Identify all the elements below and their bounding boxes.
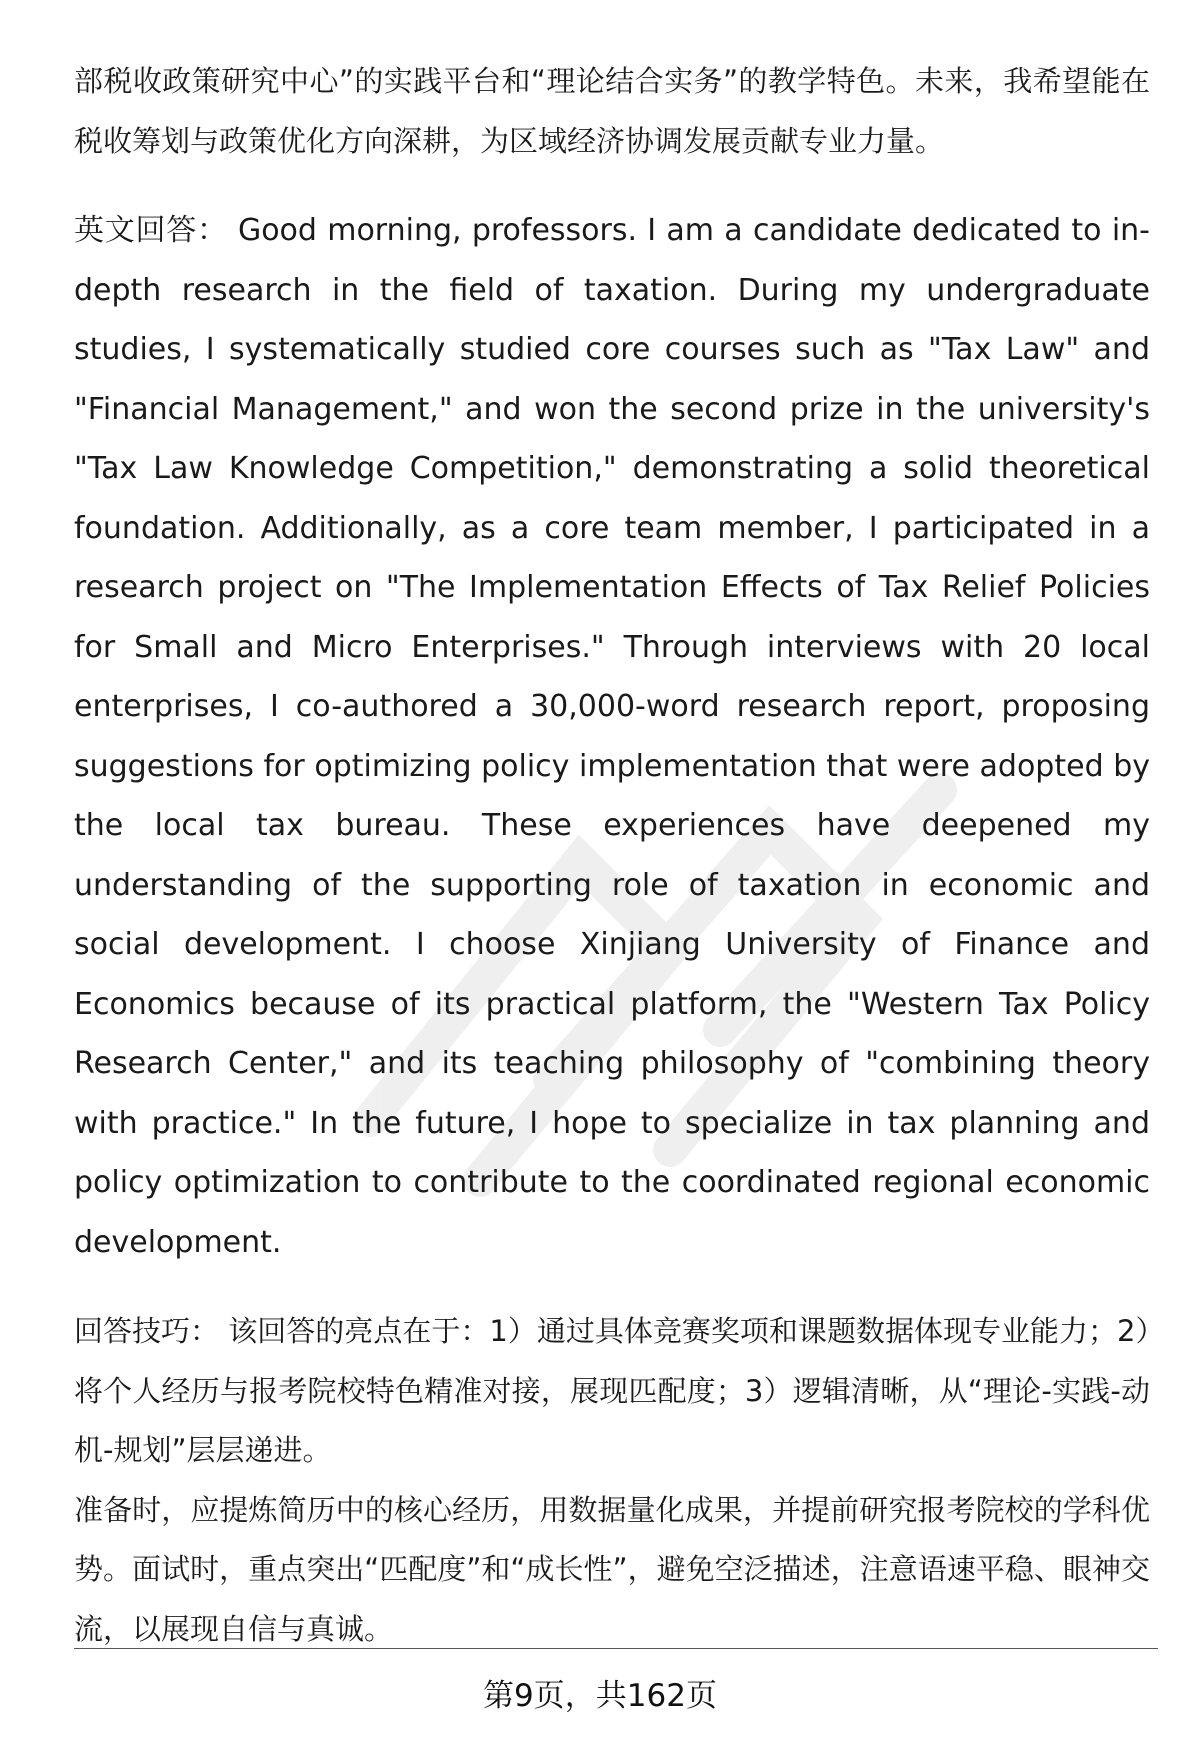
english-answer-paragraph: 英文回答： Good morning, professors. I am a candidate dedicated to in-depth research in the field of taxation. During my undergraduate studies, I systematically studied core courses such as "Tax Law" and "Financial Management," and won the second prize in the university's "Tax Law Knowledge Competition," demonstrating a solid theoretical foundation. Additionally, as a core team member, I participated in a research project on "The Implementation Effects of Tax Relief Policies for Small and Micro Enterprises." Through interviews with 20 local enterprises, I co-authored a 30,000-word research report, proposing suggestions for optimizing policy implementation that were adopted by the local tax bureau. These experiences have deepened my understanding of the supporting role of taxation in economic and social development. I choose Xinjiang University of Finance and Economics because of its practical platform, the "Western Tax Policy Research Center," and its teaching philosophy of "combining theory with practice." In the future, I hope to specialize in tax planning and policy optimization to contribute to the coordinated regional economic development.	[74, 213, 1150, 1260]
footer-divider	[74, 1648, 1158, 1649]
answer-tips-paragraph: 回答技巧： 该回答的亮点在于：1）通过具体竞赛奖项和课题数据体现专业能力；2）将个人经历与报考院校特色精准对接，展现匹配度；3）逻辑清晰，从“理论-实践-动机-规划”层层递进。	[74, 1314, 1150, 1467]
preparation-advice-paragraph: 准备时，应提炼简历中的核心经历，用数据量化成果，并提前研究报考院校的学科优势。面试时，重点突出“匹配度”和“成长性”，避免空泛描述，注意语速平稳、眼神交流，以展现自信与真诚。	[74, 1492, 1150, 1646]
intro-paragraph: 部税收政策研究中心”的实践平台和“理论结合实务”的教学特色。未来，我希望能在税收筹划与政策优化方向深耕，为区域经济协调发展贡献专业力量。	[74, 64, 1150, 158]
document-body	[74, 52, 1150, 1659]
page-number: 第9页，共162页	[483, 1678, 717, 1714]
